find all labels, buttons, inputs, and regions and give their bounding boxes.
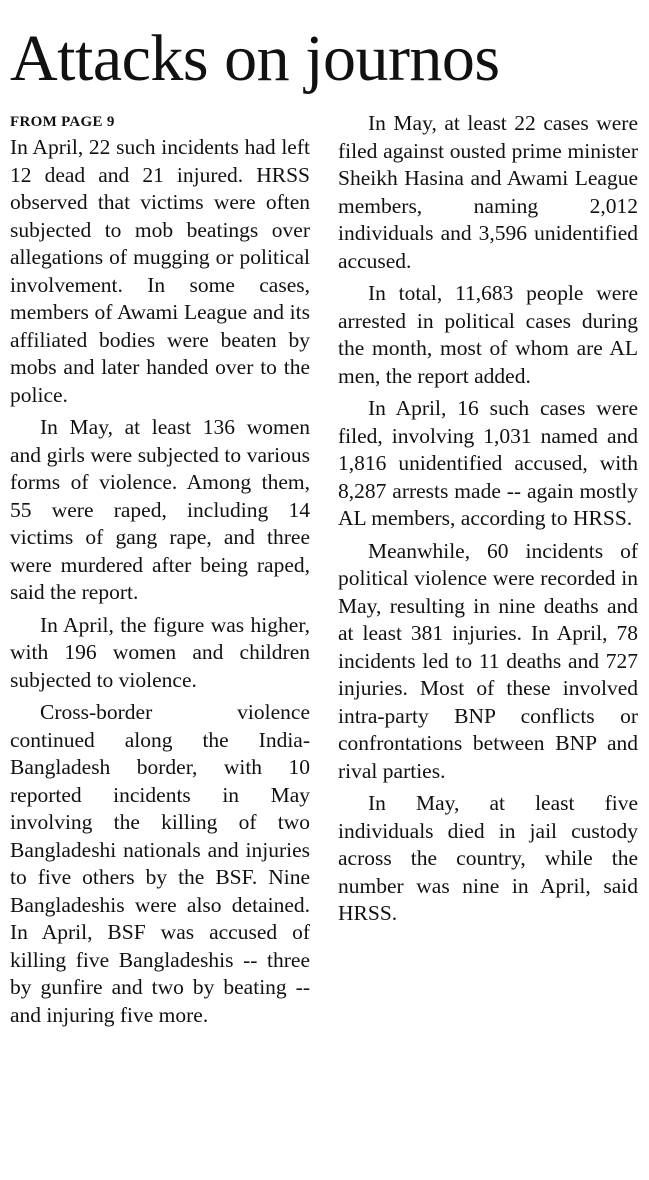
body-paragraph: Meanwhile, 60 incidents of political violence were recorded in May, resulting in nine deaths and at least 381 injuries. In April, 78 incidents led to 11 deaths and 727 injuries. Most of these involved intra-party BNP conflicts or confrontations between BNP and rival parties. [338,538,638,783]
article-headline: Attacks on journos [10,22,500,95]
body-paragraph: Cross-border violence continued along the India-Bangladesh border, with 10 reported incidents in May involving the killing of two Bangladeshi nationals and injuries to five others by the BSF. Nine Bangladeshis were also detained. In April, BSF was accused of killing five Bangladeshis -- three by gunfire and two by beating -- and injuring five more. [10,700,310,1027]
body-paragraph: In total, 11,683 people were arrested in political cases during the month, most of whom are AL men, the report added. [338,281,638,388]
right-column [338,110,638,933]
body-paragraph: In April, 16 such cases were filed, involving 1,031 named and 1,816 unidentified accused, with 8,287 arrests made -- again mostly AL members, according to HRSS. [338,396,638,530]
left-column [10,110,310,1034]
body-paragraph: In April, 22 such incidents had left 12 dead and 21 injured. HRSS observed that victims were often subjected to mob beatings over allegations of mugging or political involvement. In some cases, members of Awami League and its affiliated bodies were beaten by mobs and later handed over to the police. [10,135,310,407]
body-paragraph: In April, the figure was higher, with 196 women and children subjected to violence. [10,612,310,692]
jump-kicker: FROM PAGE 9 [10,114,115,130]
body-paragraph: In May, at least five individuals died in jail custody across the country, while the number was nine in April, said HRSS. [338,791,638,925]
body-paragraph: In May, at least 22 cases were filed against ousted prime minister Sheikh Hasina and Awami League members, naming 2,012 individuals and 3,596 unidentified accused. [338,111,638,273]
body-paragraph: In May, at least 136 women and girls were subjected to various forms of violence. Among them, 55 were raped, including 14 victims of gang rape, and three were murdered after being raped, said the report. [10,415,310,604]
